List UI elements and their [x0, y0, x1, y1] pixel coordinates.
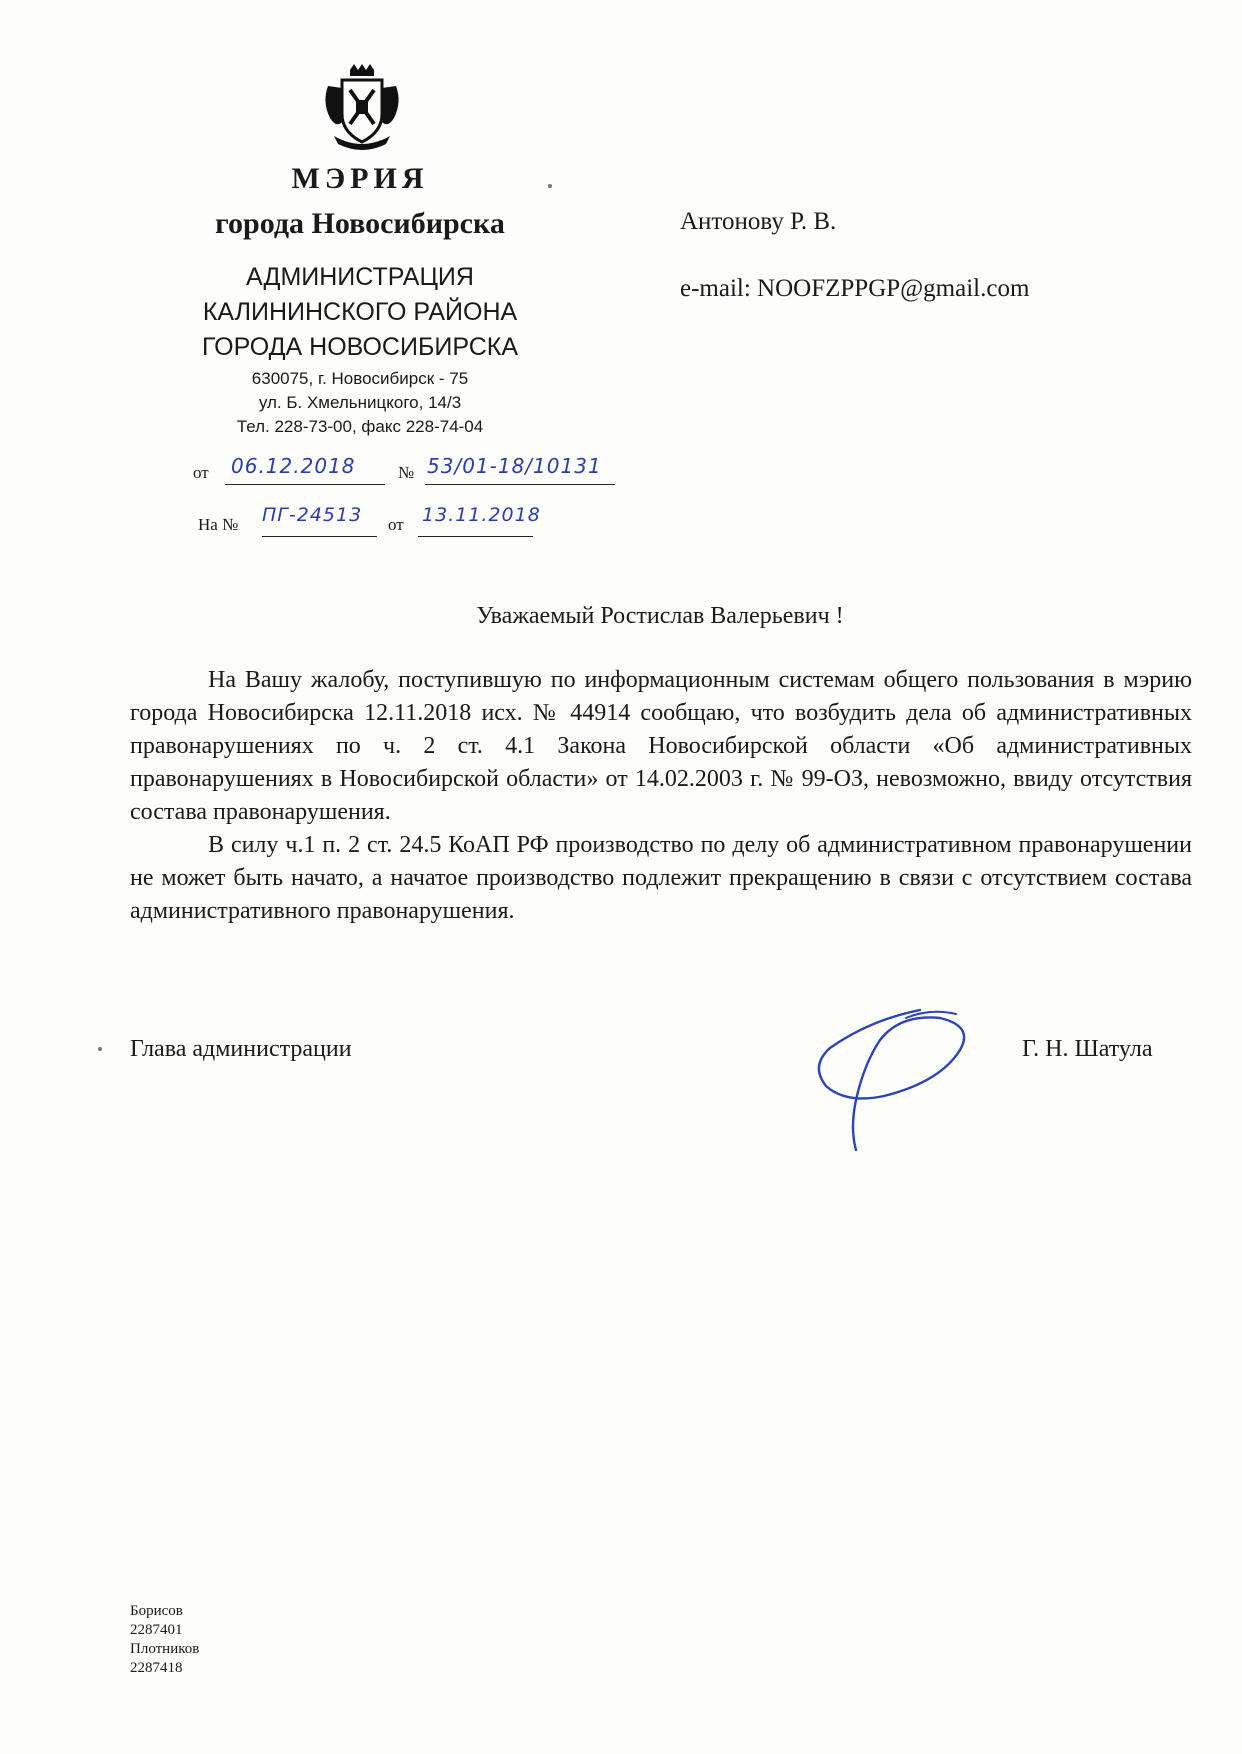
signatory-name: Г. Н. Шатула [1022, 1036, 1153, 1062]
executor-phone-2: 2287418 [130, 1660, 183, 1676]
signatory-title: Глава администрации [130, 1036, 352, 1062]
handwritten-number: 53/01-18/10131 [427, 454, 602, 478]
reply-to-label: На № [198, 515, 239, 534]
admin-line-1: АДМИНИСТРАЦИЯ [246, 263, 474, 291]
recipient-email: e-mail: NOOFZPPGP@gmail.com [680, 275, 1030, 302]
date-field [225, 454, 385, 485]
handwritten-date: 06.12.2018 [231, 454, 356, 478]
reply-date-field [418, 504, 541, 537]
handwritten-reply-number: ПГ-24513 [262, 504, 363, 526]
number-label: № [398, 463, 415, 482]
paragraph-2: В силу ч.1 п. 2 ст. 24.5 КоАП РФ производство по делу об административном правонарушении не может быть начато, а начатое производство подлежит прекращению в связи с отсутствием состава административного правонарушения. [130, 832, 1192, 924]
scan-speck [98, 1047, 102, 1051]
executors-block [130, 1602, 199, 1678]
mayor-title: МЭРИЯ [291, 162, 429, 195]
coat-of-arms-icon [320, 62, 404, 150]
admin-line-3: ГОРОДА НОВОСИБИРСКА [201, 333, 519, 361]
executor-phone-1: 2287401 [130, 1622, 183, 1638]
admin-line-2: КАЛИНИНСКОГО РАЙОНА [202, 298, 518, 326]
address-line-3: Тел. 228-73-00, факс 228-74-04 [236, 417, 484, 436]
salutation: Уважаемый Ростислав Валерьевич ! [476, 603, 844, 629]
handwritten-reply-date: 13.11.2018 [422, 504, 541, 526]
paragraph-1: На Вашу жалобу, поступившую по информационным системам общего пользования в мэрию города Новосибирска 12.11.2018 исх. № 44914 сообщаю, что возбудить дела об административных правонарушениях по ч. 2 ст. 4.1 Закона Новосибирской области «Об административных правонарушениях в Новосибирской области» от 14.02.2003 г. № 99-ОЗ, невозможно, ввиду отсутствия состава правонарушения. [130, 667, 1192, 825]
scan-speck [548, 184, 552, 188]
executor-name-1: Борисов [130, 1603, 183, 1619]
executor-name-2: Плотников [130, 1641, 200, 1657]
address-line-2: ул. Б. Хмельницкого, 14/3 [258, 393, 462, 412]
recipient-name: Антонову Р. В. [680, 208, 837, 235]
number-field [425, 454, 615, 485]
reply-from-label: от [388, 515, 404, 534]
from-label: от [193, 463, 209, 482]
address-line-1: 630075, г. Новосибирск - 75 [251, 369, 469, 388]
mayor-city: города Новосибирска [215, 207, 505, 240]
handwritten-signature-icon [810, 1000, 980, 1160]
letter-body [130, 664, 1192, 928]
reply-number-field [262, 504, 377, 537]
